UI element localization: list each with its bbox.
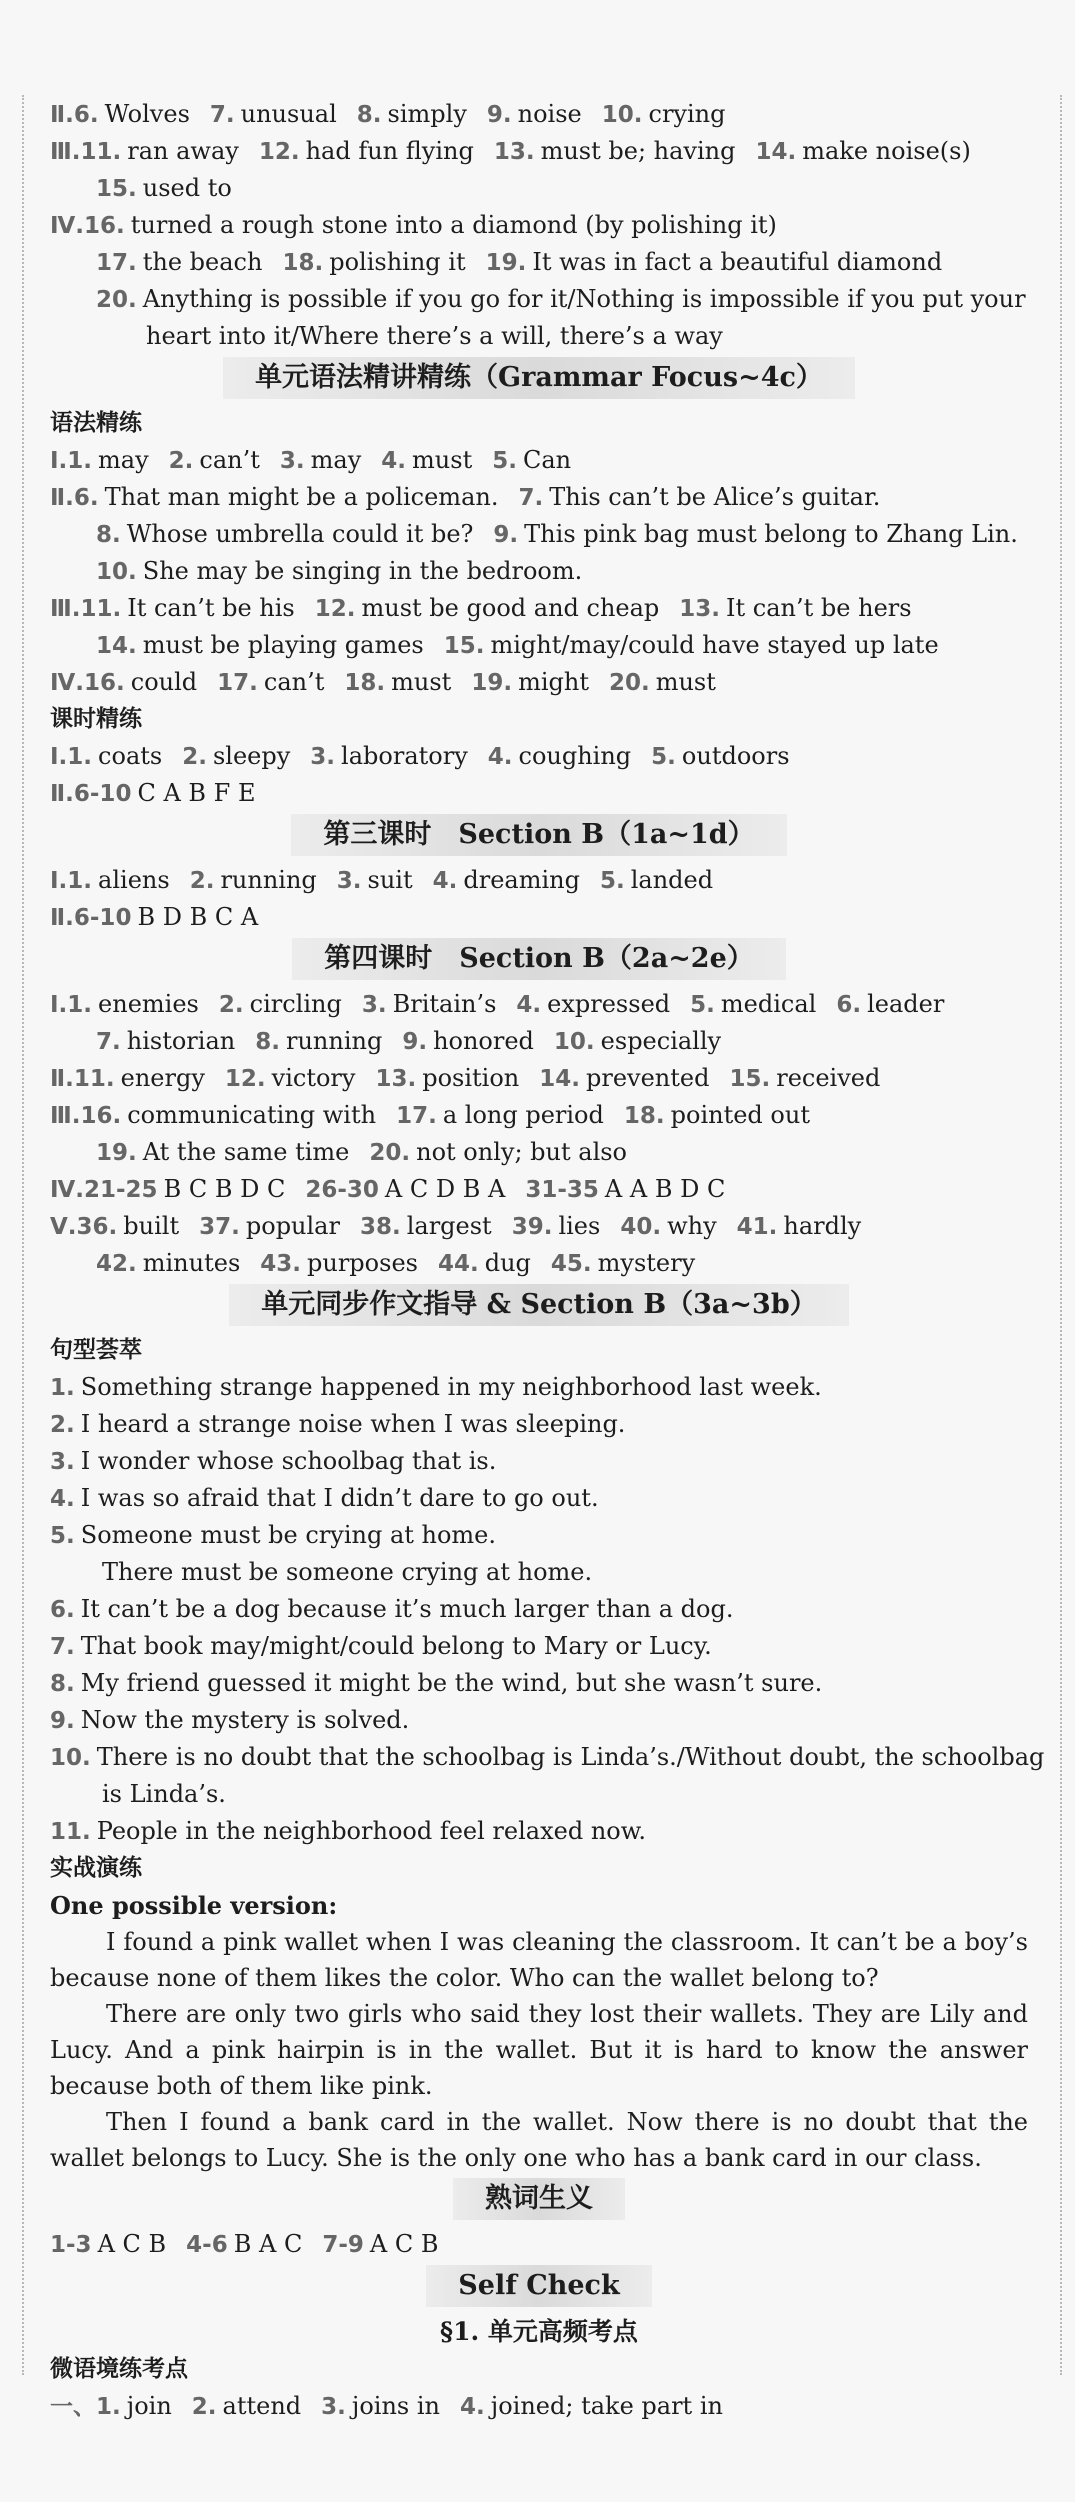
answer-text: joined; take part in xyxy=(490,2392,723,2420)
question-number: 4. xyxy=(381,448,407,474)
question-number: 8. xyxy=(255,1029,280,1055)
question-number: 5. xyxy=(492,448,517,474)
question-number: 42. xyxy=(96,1251,137,1277)
answer-line xyxy=(50,1554,1028,1591)
question-number: 8. xyxy=(356,102,382,128)
answer-text: might/may/could have stayed up late xyxy=(490,631,939,659)
paragraph-text: Then I found a bank card in the wallet. Now there is no doubt that the wallet belongs to Lucy. She is the only one who has a bank card in our class. xyxy=(50,2108,1028,2172)
question-number: 12. xyxy=(314,596,356,622)
answer-text: may xyxy=(310,446,362,474)
answer-line xyxy=(50,627,1028,664)
answer-text: Whose umbrella could it be? xyxy=(126,520,474,548)
answer-text: medical xyxy=(720,990,817,1018)
question-number: 10. xyxy=(601,102,643,128)
answer-text: A A B D C xyxy=(604,1175,726,1203)
question-number: 8. xyxy=(96,522,121,548)
right-dotted-rule xyxy=(1060,95,1062,2375)
question-number: Ⅱ.11. xyxy=(50,1066,115,1092)
answer-text: the beach xyxy=(142,248,263,276)
answer-text: not only; but also xyxy=(416,1138,628,1166)
section-heading xyxy=(50,814,1028,858)
answer-line xyxy=(50,1245,1028,1282)
answer-text: running xyxy=(220,866,317,894)
answer-text: enemies xyxy=(98,990,199,1018)
question-number: 14. xyxy=(96,633,137,659)
question-number: 9. xyxy=(402,1029,428,1055)
question-number: 9. xyxy=(493,522,519,548)
question-number: Ⅳ.21-25 xyxy=(50,1177,158,1203)
answer-text: had fun flying xyxy=(305,137,474,165)
question-number: 44. xyxy=(437,1251,479,1277)
answer-text: It can’t be a dog because it’s much larger than a dog. xyxy=(80,1595,734,1623)
answer-text: Wolves xyxy=(104,100,190,128)
question-number: 20. xyxy=(369,1140,411,1166)
answer-line xyxy=(50,1480,1028,1517)
answer-text: That man might be a policeman. xyxy=(104,483,499,511)
question-number: Ⅱ.6. xyxy=(50,485,99,511)
answer-text: My friend guessed it might be the wind, but she wasn’t sure. xyxy=(80,1669,823,1697)
question-number: 10. xyxy=(50,1745,91,1771)
answer-text: leader xyxy=(867,990,945,1018)
section-heading-text: 第四课时 Section B（2a~2e） xyxy=(292,938,786,980)
question-number: Ⅰ.1. xyxy=(50,744,93,770)
section-heading xyxy=(50,1284,1028,1328)
question-number: 14. xyxy=(755,139,797,165)
answer-text: circling xyxy=(249,990,342,1018)
question-number: 7. xyxy=(209,102,235,128)
answer-line xyxy=(50,1406,1028,1443)
question-number: 9. xyxy=(50,1708,75,1734)
answer-text: prevented xyxy=(586,1064,710,1092)
answer-line xyxy=(50,1369,1028,1406)
answer-line xyxy=(50,516,1028,553)
question-number: 45. xyxy=(550,1251,592,1277)
question-number: Ⅲ.11. xyxy=(50,596,122,622)
question-number: 7. xyxy=(96,1029,121,1055)
answer-text: must xyxy=(391,668,452,696)
question-number: 4-6 xyxy=(186,2232,228,2258)
question-number: 20. xyxy=(608,670,650,696)
answer-text: mystery xyxy=(597,1249,696,1277)
question-number: 2. xyxy=(50,1412,75,1438)
section-heading xyxy=(50,357,1028,401)
question-number: 3. xyxy=(50,1449,75,1475)
answer-text: It was in fact a beautiful diamond xyxy=(532,248,943,276)
question-number: 1-3 xyxy=(50,2232,92,2258)
question-number: Ⅰ.1. xyxy=(50,448,93,474)
answer-text: C A B F E xyxy=(137,779,256,807)
answer-text: position xyxy=(422,1064,520,1092)
answer-text: Anything is possible if you go for it/Nothing is impossible if you put your xyxy=(142,285,1026,313)
section-heading xyxy=(50,938,1028,982)
question-number: 17. xyxy=(96,250,137,276)
essay-paragraph xyxy=(50,1996,1028,2104)
answer-line xyxy=(50,1591,1028,1628)
subsection-label: 实战演练 xyxy=(50,1855,142,1881)
question-number: 5. xyxy=(50,1523,75,1549)
question-number: 13. xyxy=(375,1066,417,1092)
question-number: 3. xyxy=(336,868,362,894)
answer-text: must be; having xyxy=(540,137,736,165)
answer-text: Can xyxy=(522,446,572,474)
answer-text: ran away xyxy=(127,137,239,165)
question-number: 37. xyxy=(199,1214,240,1240)
answer-text: must be good and cheap xyxy=(361,594,660,622)
answer-line xyxy=(50,1443,1028,1480)
answer-text: A C B xyxy=(97,2230,167,2258)
answer-line xyxy=(50,986,1028,1023)
question-number: 10. xyxy=(96,559,137,585)
answer-text: expressed xyxy=(547,990,671,1018)
answer-text: built xyxy=(123,1212,180,1240)
question-number: 2. xyxy=(168,448,194,474)
question-number: 一、1. xyxy=(50,2394,121,2420)
answer-text: why xyxy=(667,1212,717,1240)
answer-text: She may be singing in the bedroom. xyxy=(142,557,583,585)
question-number: 20. xyxy=(96,287,137,313)
question-number: 19. xyxy=(96,1140,137,1166)
question-number: 15. xyxy=(96,176,137,202)
answer-text: Something strange happened in my neighborhood last week. xyxy=(80,1373,822,1401)
section-heading-text: 单元同步作文指导 & Section B（3a~3b） xyxy=(229,1284,848,1326)
answer-line xyxy=(50,1171,1028,1208)
answer-text: popular xyxy=(245,1212,340,1240)
answer-text: minutes xyxy=(142,1249,241,1277)
answer-text: especially xyxy=(600,1027,722,1055)
question-number: Ⅰ.1. xyxy=(50,868,93,894)
section-heading-text: 熟词生义 xyxy=(453,2178,625,2220)
answer-text: historian xyxy=(126,1027,236,1055)
answer-text: victory xyxy=(271,1064,356,1092)
question-number: 2. xyxy=(182,744,207,770)
answer-line xyxy=(50,2226,1028,2263)
question-number: 3. xyxy=(321,2394,346,2420)
answer-text: make noise(s) xyxy=(802,137,971,165)
answer-text: This pink bag must belong to Zhang Lin. xyxy=(524,520,1018,548)
question-number: Ⅳ.16. xyxy=(50,670,125,696)
question-number: 4. xyxy=(487,744,513,770)
essay-paragraph xyxy=(50,1924,1028,1996)
section-heading xyxy=(50,2265,1028,2309)
question-number: 13. xyxy=(493,139,535,165)
answer-line xyxy=(50,1776,1028,1813)
answer-text: noise xyxy=(517,100,582,128)
paragraph-text: I found a pink wallet when I was cleaning the classroom. It can’t be a boy’s because none of them likes the color. Who can the wallet belong to? xyxy=(50,1928,1028,1992)
answer-line xyxy=(50,2388,1028,2425)
answer-text: aliens xyxy=(98,866,170,894)
question-number: 7. xyxy=(518,485,544,511)
question-number: 4. xyxy=(516,992,542,1018)
question-number: 2. xyxy=(191,2394,217,2420)
question-number: 5. xyxy=(599,868,625,894)
answer-text: lies xyxy=(558,1212,601,1240)
question-number: 6. xyxy=(50,1597,75,1623)
question-number: 4. xyxy=(460,2394,485,2420)
question-number: 39. xyxy=(511,1214,553,1240)
question-number: 6. xyxy=(836,992,862,1018)
answer-text: may xyxy=(98,446,149,474)
answer-text: A C D B A xyxy=(384,1175,506,1203)
answer-text: At the same time xyxy=(142,1138,350,1166)
answer-text: joins in xyxy=(351,2392,441,2420)
question-number: Ⅰ.1. xyxy=(50,992,93,1018)
question-number: Ⅲ.11. xyxy=(50,139,122,165)
answer-line xyxy=(50,96,1028,133)
answer-line xyxy=(50,479,1028,516)
answer-text: must xyxy=(412,446,473,474)
answer-text: a long period xyxy=(442,1101,604,1129)
answer-text: I heard a strange noise when I was sleeping. xyxy=(80,1410,626,1438)
answer-text: sleepy xyxy=(212,742,291,770)
answer-line xyxy=(50,1702,1028,1739)
answer-line xyxy=(50,590,1028,627)
answer-text: unusual xyxy=(240,100,337,128)
answer-text: It can’t be his xyxy=(127,594,295,622)
answer-line xyxy=(50,1517,1028,1554)
answer-text: is Linda’s. xyxy=(102,1780,226,1808)
answer-text: Someone must be crying at home. xyxy=(80,1521,497,1549)
question-number: Ⅳ.16. xyxy=(50,213,125,239)
question-number: 12. xyxy=(224,1066,266,1092)
question-number: 17. xyxy=(396,1103,437,1129)
question-number: 41. xyxy=(736,1214,778,1240)
section-heading-text: 第三课时 Section B（1a~1d） xyxy=(291,814,786,856)
answer-line xyxy=(50,1060,1028,1097)
answer-text: purposes xyxy=(307,1249,418,1277)
answer-line xyxy=(50,1739,1045,1776)
question-number: Ⅴ.36. xyxy=(50,1214,118,1240)
answer-line xyxy=(50,1134,1028,1171)
answer-text: pointed out xyxy=(670,1101,810,1129)
question-number: Ⅱ.6-10 xyxy=(50,781,132,807)
answer-text: B C B D C xyxy=(163,1175,286,1203)
question-number: 18. xyxy=(623,1103,665,1129)
answer-line xyxy=(50,318,1028,355)
question-number: 7. xyxy=(50,1634,75,1660)
answer-line xyxy=(50,207,1028,244)
answer-text: communicating with xyxy=(127,1101,377,1129)
answer-text: polishing it xyxy=(329,248,466,276)
answer-text: dug xyxy=(484,1249,531,1277)
subsection-label: 语法精练 xyxy=(50,410,142,436)
answer-line xyxy=(50,553,1028,590)
question-number: 18. xyxy=(282,250,324,276)
question-number: 17. xyxy=(217,670,258,696)
answer-line xyxy=(50,442,1028,479)
question-number: 3. xyxy=(310,744,336,770)
section-heading-text: 单元语法精讲精练（Grammar Focus~4c） xyxy=(223,357,855,399)
answer-text: energy xyxy=(120,1064,205,1092)
answer-text: attend xyxy=(222,2392,302,2420)
question-number: 12. xyxy=(258,139,300,165)
question-number: 13. xyxy=(679,596,721,622)
answer-text: coughing xyxy=(518,742,632,770)
answer-text: Now the mystery is solved. xyxy=(80,1706,410,1734)
question-number: 1. xyxy=(50,1375,75,1401)
answer-text: People in the neighborhood feel relaxed now. xyxy=(96,1817,647,1845)
question-number: 7-9 xyxy=(322,2232,364,2258)
sub-heading: §1. 单元高频考点 xyxy=(440,2317,638,2346)
answer-line xyxy=(50,1628,1028,1665)
answer-line xyxy=(50,281,1028,318)
subsection-label: 微语境练考点 xyxy=(50,2356,188,2382)
answer-text: can’t xyxy=(199,446,260,474)
answer-text: There must be someone crying at home. xyxy=(102,1558,593,1586)
question-number: 11. xyxy=(50,1819,91,1845)
subsection-label: 句型荟萃 xyxy=(50,1337,142,1363)
answer-line xyxy=(50,664,1028,701)
question-number: 2. xyxy=(189,868,215,894)
question-number: 19. xyxy=(485,250,527,276)
answer-text: simply xyxy=(387,100,467,128)
answer-text: This can’t be Alice’s guitar. xyxy=(549,483,881,511)
answer-text: I wonder whose schoolbag that is. xyxy=(80,1447,497,1475)
answer-line xyxy=(50,1665,1028,1702)
answer-text: honored xyxy=(433,1027,534,1055)
answer-line xyxy=(50,738,1028,775)
answer-text: join xyxy=(126,2392,172,2420)
question-number: 38. xyxy=(359,1214,401,1240)
version-label: One possible version: xyxy=(50,1891,338,1920)
answer-text: running xyxy=(285,1027,383,1055)
answer-text: must be playing games xyxy=(142,631,424,659)
question-number: 15. xyxy=(443,633,485,659)
answer-line xyxy=(50,899,1028,936)
section-heading xyxy=(50,2178,1028,2222)
answer-text: crying xyxy=(648,100,726,128)
answer-text: Britain’s xyxy=(392,990,497,1018)
question-number: 9. xyxy=(486,102,512,128)
answer-line xyxy=(50,1023,1028,1060)
question-number: 43. xyxy=(260,1251,302,1277)
answer-text: heart into it/Where there’s a will, there’s a way xyxy=(146,322,723,350)
answer-line xyxy=(50,133,1028,170)
answer-line xyxy=(50,244,1028,281)
subsection-label: 课时精练 xyxy=(50,706,142,732)
essay-paragraph xyxy=(50,2104,1028,2176)
question-number: 26-30 xyxy=(305,1177,379,1203)
answer-text: might xyxy=(518,668,589,696)
answer-text: It can’t be hers xyxy=(726,594,912,622)
answer-text: B D B C A xyxy=(137,903,259,931)
answer-line xyxy=(50,1208,1028,1245)
answer-text: hardly xyxy=(783,1212,862,1240)
answer-text: landed xyxy=(630,866,714,894)
answer-text: can’t xyxy=(263,668,325,696)
paragraph-text: There are only two girls who said they lost their wallets. They are Lily and Lucy. And a pink hairpin is in the wallet. But it is hard to know the answer because both of them like pink. xyxy=(50,2000,1028,2100)
question-number: 19. xyxy=(471,670,513,696)
answer-text: coats xyxy=(98,742,163,770)
answer-text: turned a rough stone into a diamond (by polishing it) xyxy=(130,211,777,239)
answer-text: received xyxy=(776,1064,881,1092)
answer-text: A C B xyxy=(369,2230,439,2258)
question-number: 3. xyxy=(361,992,387,1018)
answer-text: That book may/might/could belong to Mary or Lucy. xyxy=(80,1632,712,1660)
question-number: Ⅲ.16. xyxy=(50,1103,122,1129)
answer-line xyxy=(50,170,1028,207)
question-number: 5. xyxy=(690,992,715,1018)
question-number: 40. xyxy=(620,1214,662,1240)
answer-text: used to xyxy=(142,174,232,202)
answer-line xyxy=(50,1813,1028,1850)
answer-content xyxy=(50,96,1045,2425)
answer-text: I was so afraid that I didn’t dare to go out. xyxy=(80,1484,599,1512)
answer-line xyxy=(50,775,1028,812)
question-number: 18. xyxy=(344,670,386,696)
question-number: 31-35 xyxy=(525,1177,599,1203)
answer-text: suit xyxy=(367,866,413,894)
question-number: 15. xyxy=(729,1066,771,1092)
question-number: 3. xyxy=(279,448,305,474)
question-number: 2. xyxy=(218,992,244,1018)
answer-text: B A C xyxy=(233,2230,303,2258)
answer-text: There is no doubt that the schoolbag is Linda’s./Without doubt, the schoolbag xyxy=(96,1743,1045,1771)
answer-text: could xyxy=(130,668,198,696)
question-number: 4. xyxy=(50,1486,75,1512)
answer-text: laboratory xyxy=(341,742,468,770)
question-number: 5. xyxy=(651,744,676,770)
left-dotted-rule xyxy=(22,95,24,2375)
section-heading-text: Self Check xyxy=(426,2265,651,2307)
question-number: Ⅱ.6. xyxy=(50,102,99,128)
answer-line xyxy=(50,1097,1028,1134)
question-number: 10. xyxy=(553,1029,595,1055)
question-number: 4. xyxy=(432,868,458,894)
answer-text: outdoors xyxy=(681,742,790,770)
answer-text: dreaming xyxy=(463,866,580,894)
answer-text: must xyxy=(655,668,716,696)
question-number: 14. xyxy=(539,1066,580,1092)
question-number: 8. xyxy=(50,1671,75,1697)
answer-text: largest xyxy=(406,1212,492,1240)
question-number: Ⅱ.6-10 xyxy=(50,905,132,931)
answer-line xyxy=(50,862,1028,899)
